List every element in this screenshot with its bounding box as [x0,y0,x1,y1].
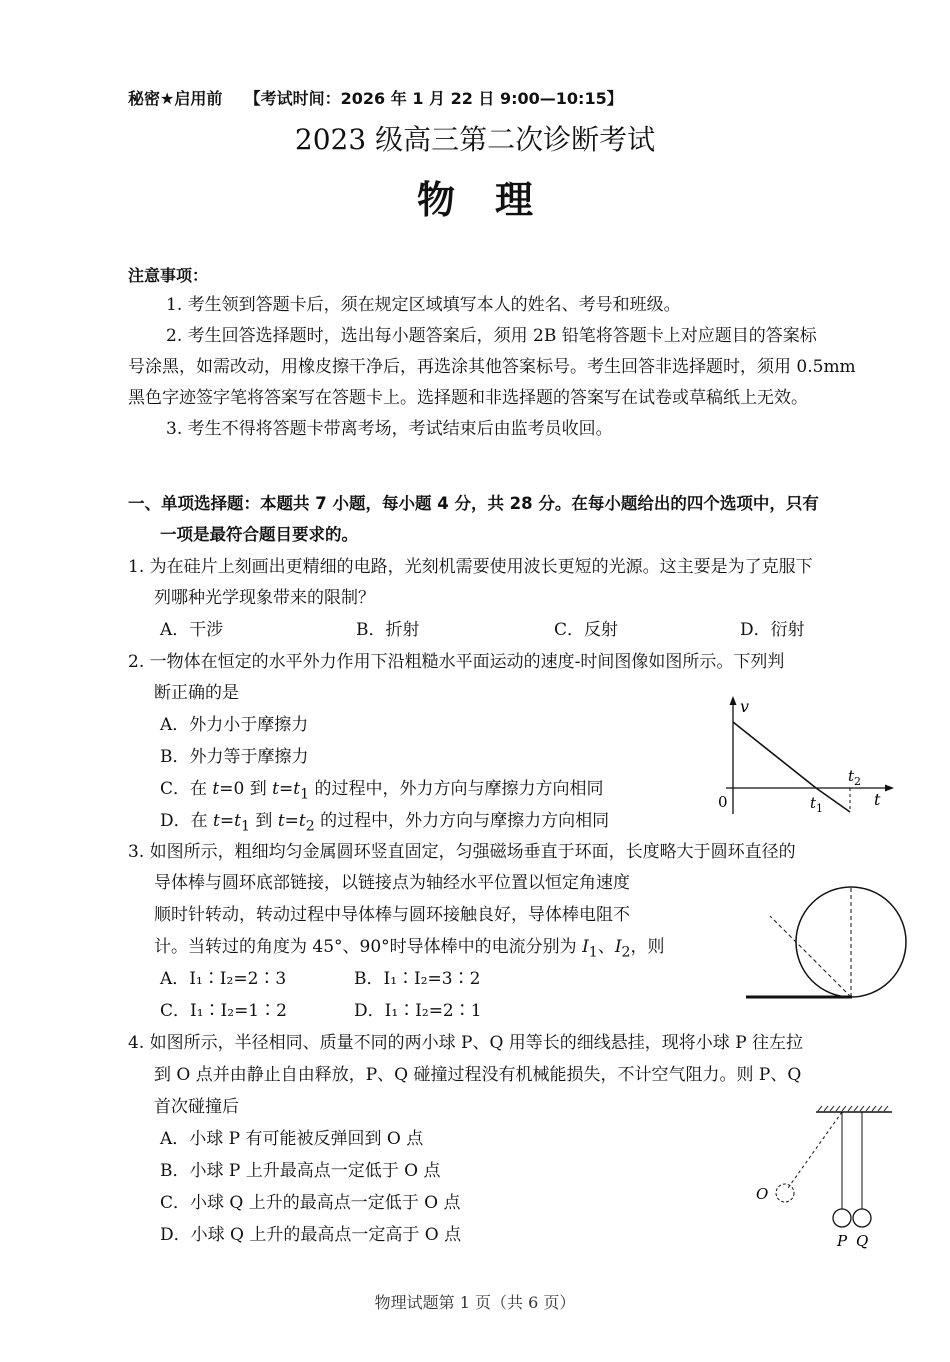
notice-item-2-cont: 号涂黑，如需改动，用橡皮擦干净后，再选涂其他答案标号。考生回答非选择题时，须用 0.5mm [128,357,856,377]
q1-option-c: C．反射 [554,620,619,640]
section-heading: 一、单项选择题：本题共 7 小题，每小题 4 分，共 28 分。在每小题给出的四个选项中，只有 [128,494,819,513]
string-o-dashed [788,1112,842,1188]
notice-item-1: 1. 考生领到答题卡后，须在规定区域填写本人的姓名、考号和班级。 [166,295,681,315]
exam-title: 2023 级高三第二次诊断考试 [294,123,656,156]
q3-option-b: B．I₁∶I₂=3∶2 [354,969,481,989]
q4-option-a: A．小球 P 有可能被反弹回到 O 点 [160,1129,424,1149]
secret-label: 秘密★启用前 【考试时间：2026 年 1 月 22 日 9:00—10:15】 [128,89,623,108]
q3-option-d: D．I₁∶I₂=2∶1 [354,1001,482,1021]
q4-option-d: D．小球 Q 上升的最高点一定高于 O 点 [160,1225,462,1245]
label-t: t [874,790,881,809]
q4-option-c: C．小球 Q 上升的最高点一定低于 O 点 [160,1193,461,1213]
q1-option-b: B．折射 [356,620,420,640]
v-axis-arrow [730,696,737,705]
notice-item-2-cont2: 黑色字迹签字笔将答案写在答题卡上。选择题和非选择题的答案写在试卷或草稿纸上无效。 [128,388,808,408]
velocity-line-1 [733,722,816,788]
q1-option-d: D．衍射 [740,620,805,640]
section-heading-cont: 一项是最符合题目要求的。 [160,525,358,544]
exam-time: 【考试时间：2026 年 1 月 22 日 9:00—10:15】 [244,89,623,108]
q2-option-c: C．在 t=0 到 $t=t_1$ 的过程中，外力方向与摩擦力方向相同 [160,779,604,803]
q3-option-a: A．I₁∶I₂=2∶3 [160,969,287,989]
q4-pendulum-figure [752,1104,902,1254]
notice-item-2: 2. 考生回答选择题时，选出每小题答案后，须用 2B 铅笔将答题卡上对应题目的答案标 [166,326,817,346]
page-footer: 物理试题第 1 页（共 6 页） [374,1293,576,1312]
ceiling-hatch [818,1106,888,1111]
q2-option-d: D．在 $t=t_1$ 到 $t=t_2$ 的过程中，外力方向与摩擦力方向相同 [160,811,610,835]
q2-vt-graph [712,692,902,820]
ball-q [853,1209,871,1227]
notice-heading: 注意事项： [128,266,209,285]
rod-45-dashed [770,916,851,997]
q1-option-a: A．干涉 [160,620,224,640]
ball-p [833,1209,851,1227]
notice-item-3: 3. 考生不得将答题卡带离考场，考试结束后由监考员收回。 [166,419,613,439]
label-o: O [756,1185,769,1203]
q3-option-c: C．I₁∶I₂=1∶2 [160,1001,287,1021]
q2-option-b: B．外力等于摩擦力 [160,747,309,767]
q3-stem-cont2: 顺时针转动，转动过程中导体棒与圆环接触良好，导体棒电阻不 [154,905,630,925]
q2-option-a: A．外力小于摩擦力 [160,715,309,735]
q4-option-b: B．小球 P 上升最高点一定低于 O 点 [160,1161,441,1181]
q4-stem-cont: 到 O 点并由静止自由释放，P、Q 碰撞过程没有机械能损失，不计空气阻力。则 P、Q [154,1065,802,1085]
subject-title: 物理 [416,178,573,222]
label-p: P [837,1232,848,1250]
q2-stem-cont: 断正确的是 [154,683,239,703]
t-axis-arrow [885,785,894,792]
q3-stem: 3. 如图所示，粗细均匀金属圆环竖直固定，匀强磁场垂直于环面，长度略大于圆环直径的 [128,842,796,862]
q2-stem: 2. 一物体在恒定的水平外力作用下沿粗糙水平面运动的速度-时间图像如图所示。下列判 [128,652,785,672]
label-q: Q [856,1232,869,1250]
q4-stem: 4. 如图所示，半径相同、质量不同的两小球 P、Q 用等长的细线悬挂，现将小球 P 往左拉 [128,1033,804,1053]
label-v: v [740,697,750,716]
q3-stem-cont: 导体棒与圆环底部链接，以链接点为轴经水平位置以恒定角速度 [154,873,630,893]
label-origin: 0 [718,793,728,811]
label-t2: $t_2$ [848,767,862,788]
q3-ring-figure [742,876,912,1002]
q1-stem-cont: 列哪种光学现象带来的限制？ [154,588,375,608]
q1-stem: 1. 为在硅片上刻画出更精细的电路，光刻机需要使用波长更短的光源。这主要是为了克服下 [128,557,813,577]
label-t1: $t_1$ [810,794,824,815]
q4-stem-cont2: 首次碰撞后 [154,1097,239,1117]
ball-o-dashed [776,1184,794,1202]
q3-stem-cont3: 计。当转过的角度为 45°、90°时导体棒中的电流分别为 $I_1$、$I_2$，则 [154,937,665,961]
